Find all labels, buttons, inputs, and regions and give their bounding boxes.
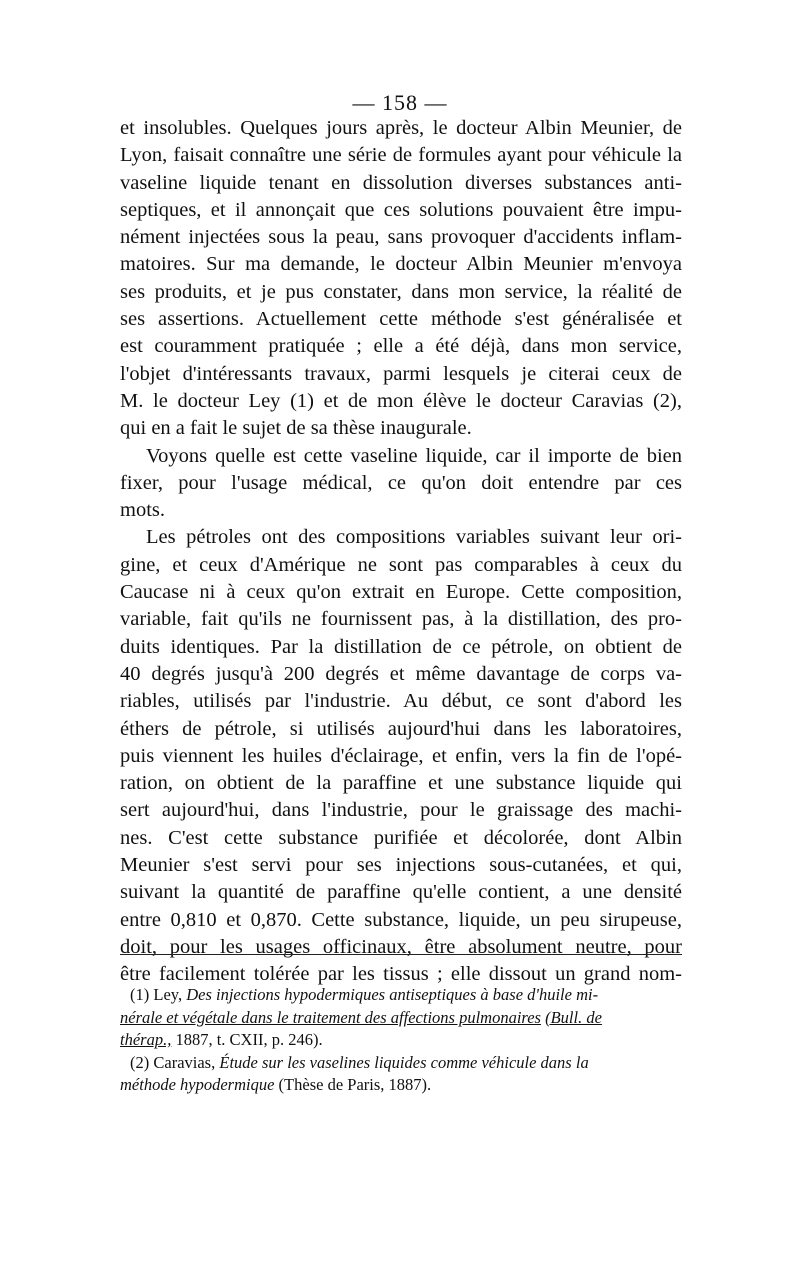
text-line: Lyon, faisait connaître une série de formules ayant pour véhicule la bbox=[120, 144, 682, 167]
paragraph-end-line: qui en a fait le sujet de sa thèse inaugurale. bbox=[120, 417, 472, 440]
footnote-divider bbox=[120, 954, 682, 955]
footnote-1-line-2 bbox=[120, 1007, 682, 1030]
text-line: Caucase ni à ceux qu'on extrait en Europe. Cette composition, bbox=[120, 581, 682, 604]
text-line: ses produits, et je pus constater, dans mon service, la réalité de bbox=[120, 280, 682, 303]
text-line: être facilement tolérée par les tissus ; elle dissout un grand nom- bbox=[120, 963, 682, 986]
text-line: sert aujourd'hui, dans l'industrie, pour le graissage des machi- bbox=[120, 799, 682, 822]
body-text bbox=[120, 115, 682, 989]
footnote-1-line-3 bbox=[120, 1029, 682, 1052]
footnote-1-line-1 bbox=[120, 984, 682, 1007]
text-line: 40 degrés jusqu'à 200 degrés et même davantage de corps va- bbox=[120, 662, 682, 685]
text-line: puis viennent les huiles d'éclairage, et enfin, vers la fin de l'opé- bbox=[120, 744, 682, 767]
text-line: variable, fait qu'ils ne fournissent pas, à la distillation, des pro- bbox=[120, 608, 682, 631]
text-line: riables, utilisés par l'industrie. Au début, ce sont d'abord les bbox=[120, 690, 682, 713]
text-line: gine, et ceux d'Amérique ne sont pas comparables à ceux du bbox=[120, 553, 682, 576]
text-line: M. le docteur Ley (1) et de mon élève le docteur Caravias (2), bbox=[120, 389, 682, 412]
footnote-details: 1887, t. CXII, p. 246). bbox=[175, 1030, 323, 1049]
footnote-title-continued: méthode hypodermique bbox=[120, 1075, 275, 1094]
paragraph-start-line: Voyons quelle est cette vaseline liquide, car il importe de bien bbox=[146, 444, 682, 467]
paragraph-end-line: mots. bbox=[120, 499, 165, 522]
footnotes bbox=[120, 984, 682, 1097]
text-line: nes. C'est cette substance purifiée et décolorée, dont Albin bbox=[120, 826, 682, 849]
text-line: doit, pour les usages officinaux, être absolument neutre, pour bbox=[120, 935, 682, 958]
text-line: vaseline liquide tenant en dissolution diverses substances anti- bbox=[120, 171, 682, 194]
text-line: est couramment pratiquée ; elle a été déjà, dans mon service, bbox=[120, 335, 682, 358]
footnote-journal-continued: thérap., bbox=[120, 1030, 172, 1049]
footnote-2-line-1 bbox=[120, 1052, 682, 1075]
text-line: éthers de pétrole, si utilisés aujourd'hui dans les laboratoires, bbox=[120, 717, 682, 740]
text-line: suivant la quantité de paraffine qu'elle contient, a une densité bbox=[120, 881, 682, 904]
footnote-title: Des injections hypodermiques antiseptiques à base d'huile mi- bbox=[186, 985, 599, 1004]
text-line: ses assertions. Actuellement cette méthode s'est généralisée et bbox=[120, 308, 682, 331]
paragraph-start-line: Les pétroles ont des compositions variables suivant leur ori- bbox=[146, 526, 682, 549]
text-line: ration, on obtient de la paraffine et une substance liquide qui bbox=[120, 772, 682, 795]
text-line: entre 0,810 et 0,870. Cette substance, liquide, un peu sirupeuse, bbox=[120, 908, 682, 931]
footnote-title: Étude sur les vaselines liquides comme véhicule dans la bbox=[219, 1052, 589, 1072]
text-line: septiques, et il annonçait que ces solutions pouvaient être impu- bbox=[120, 198, 682, 221]
text-line: duits identiques. Par la distillation de ce pétrole, on obtient de bbox=[120, 635, 682, 658]
footnote-marker: (1) bbox=[130, 985, 150, 1004]
text-line: et insolubles. Quelques jours après, le docteur Albin Meunier, de bbox=[120, 117, 682, 139]
footnote-author: Caravias, bbox=[153, 1052, 216, 1072]
footnote-journal: (Bull. de bbox=[545, 1007, 602, 1027]
footnote-details: (Thèse de Paris, 1887). bbox=[278, 1075, 432, 1094]
footnote-author: Ley, bbox=[153, 985, 183, 1004]
text-line: fixer, pour l'usage médical, ce qu'on doit entendre par ces bbox=[120, 471, 682, 494]
text-line: matoires. Sur ma demande, le docteur Albin Meunier m'envoya bbox=[120, 253, 682, 276]
text-line: nément injectées sous la peau, sans provoquer d'accidents inflam- bbox=[120, 226, 682, 249]
page-number: — 158 — bbox=[352, 90, 448, 115]
text-line: Meunier s'est servi pour ses injections sous-cutanées, et qui, bbox=[120, 854, 682, 877]
footnote-title-continued: nérale et végétale dans le traitement des affections pulmonaires bbox=[120, 1007, 541, 1027]
text-line: l'objet d'intéressants travaux, parmi lesquels je citerai ceux de bbox=[120, 362, 682, 385]
footnote-marker: (2) bbox=[130, 1052, 150, 1072]
footnote-2-line-2 bbox=[120, 1074, 682, 1097]
